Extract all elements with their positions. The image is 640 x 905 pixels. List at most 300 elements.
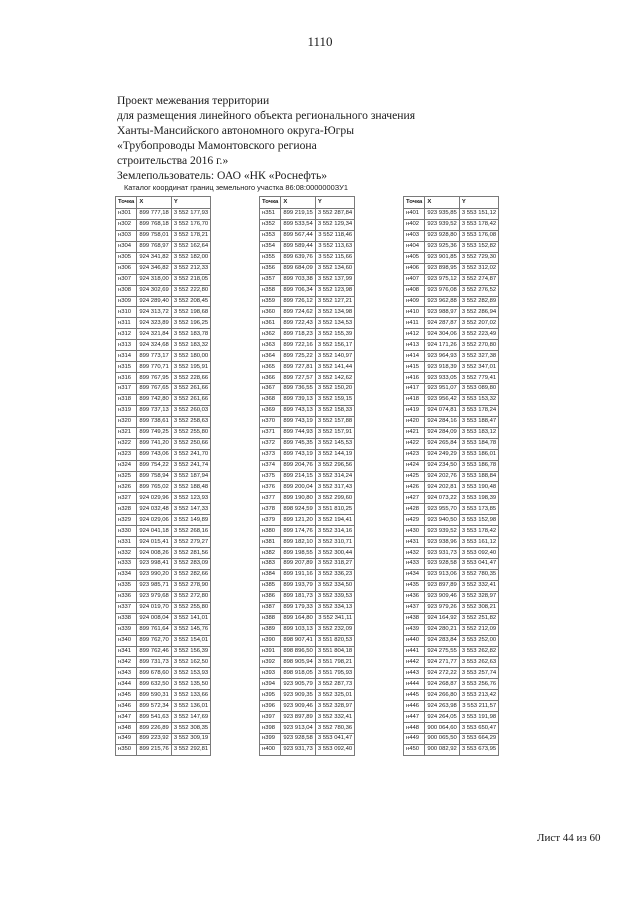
column-header-point: Точка [404, 197, 425, 209]
x-cell: 899 722,16 [281, 340, 315, 351]
page-number: 1110 [307, 34, 333, 49]
x-cell: 899 749,25 [137, 427, 171, 438]
y-cell: 3 552 261,66 [171, 394, 210, 405]
table-row [116, 318, 211, 329]
point-cell: н398 [260, 723, 281, 734]
point-cell: н379 [260, 515, 281, 526]
point-cell: н361 [260, 318, 281, 329]
table-row [404, 559, 499, 570]
table-row [116, 668, 211, 679]
table-row [404, 373, 499, 384]
point-cell: н445 [404, 690, 425, 701]
y-cell: 3 552 274,87 [459, 274, 498, 285]
y-cell: 3 552 194,41 [315, 515, 354, 526]
table-row [404, 219, 499, 230]
table-row [404, 504, 499, 515]
x-cell: 923 939,52 [425, 526, 459, 537]
table-row [404, 416, 499, 427]
y-cell: 3 552 282,66 [171, 569, 210, 580]
x-cell: 924 073,22 [425, 493, 459, 504]
y-cell: 3 552 218,05 [171, 274, 210, 285]
table-row [404, 307, 499, 318]
table-row [404, 460, 499, 471]
table-row [260, 591, 355, 602]
x-cell: 899 773,17 [137, 351, 171, 362]
point-cell: н388 [260, 613, 281, 624]
x-cell: 899 207,89 [281, 559, 315, 570]
x-cell: 924 324,68 [137, 340, 171, 351]
coordinate-table-2 [259, 196, 355, 756]
y-cell: 3 552 113,63 [315, 241, 354, 252]
point-cell: н415 [404, 362, 425, 373]
point-cell: н402 [404, 219, 425, 230]
point-cell: н383 [260, 559, 281, 570]
x-cell: 899 743,13 [281, 405, 315, 416]
point-cell: н307 [116, 274, 137, 285]
point-cell: н352 [260, 219, 281, 230]
point-cell: н314 [116, 351, 137, 362]
y-cell: 3 552 154,01 [171, 635, 210, 646]
x-cell: 899 762,70 [137, 635, 171, 646]
point-cell: н414 [404, 351, 425, 362]
x-cell: 900 064,60 [425, 723, 459, 734]
table-row [116, 329, 211, 340]
x-cell: 899 727,81 [281, 362, 315, 373]
x-cell: 924 074,81 [425, 405, 459, 416]
table-row [116, 274, 211, 285]
table-row [116, 340, 211, 351]
table-row [260, 548, 355, 559]
point-cell: н368 [260, 394, 281, 405]
y-cell: 3 552 183,78 [171, 329, 210, 340]
table-row [260, 646, 355, 657]
y-cell: 3 552 292,81 [171, 744, 210, 755]
table-row [260, 449, 355, 460]
table-row [404, 569, 499, 580]
table-row [260, 690, 355, 701]
table-row [260, 329, 355, 340]
y-cell: 3 552 196,25 [171, 318, 210, 329]
x-cell: 924 304,06 [425, 329, 459, 340]
y-cell: 3 553 152,82 [459, 241, 498, 252]
y-cell: 3 552 232,09 [315, 624, 354, 635]
heading-line: Ханты-Мансийского автономного округа-Югры [117, 124, 355, 137]
y-cell: 3 552 223,49 [459, 329, 498, 340]
table-row [260, 537, 355, 548]
y-cell: 3 552 222,80 [171, 285, 210, 296]
x-cell: 924 313,72 [137, 307, 171, 318]
point-cell: н319 [116, 405, 137, 416]
x-cell: 923 985,71 [137, 580, 171, 591]
table-row [404, 591, 499, 602]
point-cell: н386 [260, 591, 281, 602]
heading-line: «Трубопроводы Мамонтовского региона [117, 139, 317, 152]
table-row [260, 318, 355, 329]
table-row [404, 613, 499, 624]
point-cell: н438 [404, 613, 425, 624]
table-row [116, 438, 211, 449]
table-row [116, 373, 211, 384]
x-cell: 899 198,55 [281, 548, 315, 559]
x-cell: 924 271,77 [425, 657, 459, 668]
x-cell: 899 768,97 [137, 241, 171, 252]
y-cell: 3 552 118,46 [315, 230, 354, 241]
table-row [404, 734, 499, 745]
x-cell: 899 590,31 [137, 690, 171, 701]
x-cell: 923 938,96 [425, 537, 459, 548]
point-cell: н376 [260, 482, 281, 493]
point-cell: н396 [260, 701, 281, 712]
x-cell: 899 754,22 [137, 460, 171, 471]
table-row [404, 449, 499, 460]
table-row [116, 602, 211, 613]
point-cell: н302 [116, 219, 137, 230]
x-cell: 899 743,19 [281, 416, 315, 427]
y-cell: 3 552 270,80 [459, 340, 498, 351]
table-row [116, 526, 211, 537]
x-cell: 899 725,22 [281, 351, 315, 362]
table-row [116, 613, 211, 624]
y-cell: 3 552 195,91 [171, 362, 210, 373]
x-cell: 923 964,93 [425, 351, 459, 362]
y-cell: 3 552 115,66 [315, 252, 354, 263]
point-cell: н390 [260, 635, 281, 646]
point-cell: н428 [404, 504, 425, 515]
point-cell: н341 [116, 646, 137, 657]
table-row [404, 340, 499, 351]
table-row [260, 209, 355, 220]
point-cell: н339 [116, 624, 137, 635]
y-cell: 3 552 250,66 [171, 438, 210, 449]
y-cell: 3 553 211,57 [459, 701, 498, 712]
x-cell: 899 741,20 [137, 438, 171, 449]
point-cell: н321 [116, 427, 137, 438]
table-row [116, 591, 211, 602]
x-cell: 899 567,44 [281, 230, 315, 241]
y-cell: 3 553 257,74 [459, 668, 498, 679]
column-header-point: Точка [116, 197, 137, 209]
table-row [404, 482, 499, 493]
point-cell: н391 [260, 646, 281, 657]
column-header-y: Y [315, 197, 354, 209]
x-cell: 899 743,06 [137, 449, 171, 460]
x-cell: 899 718,23 [281, 329, 315, 340]
y-cell: 3 552 176,70 [171, 219, 210, 230]
table-row [404, 252, 499, 263]
x-cell: 899 164,80 [281, 613, 315, 624]
x-cell: 899 179,33 [281, 602, 315, 613]
x-cell: 924 284,16 [425, 416, 459, 427]
point-cell: н403 [404, 230, 425, 241]
x-cell: 898 896,50 [281, 646, 315, 657]
x-cell: 924 234,50 [425, 460, 459, 471]
x-cell: 899 742,80 [137, 394, 171, 405]
y-cell: 3 552 141,01 [171, 613, 210, 624]
point-cell: н393 [260, 668, 281, 679]
y-cell: 3 551 798,21 [315, 657, 354, 668]
point-cell: н450 [404, 744, 425, 755]
y-cell: 3 552 296,56 [315, 460, 354, 471]
point-cell: н440 [404, 635, 425, 646]
y-cell: 3 552 309,19 [171, 734, 210, 745]
table-row [260, 460, 355, 471]
table-row [260, 504, 355, 515]
table-row [116, 559, 211, 570]
x-cell: 924 008,26 [137, 548, 171, 559]
table-row [116, 405, 211, 416]
point-cell: н331 [116, 537, 137, 548]
y-cell: 3 552 134,60 [315, 263, 354, 274]
point-cell: н304 [116, 241, 137, 252]
table-row [404, 427, 499, 438]
x-cell: 924 341,82 [137, 252, 171, 263]
table-row [116, 569, 211, 580]
heading-line: Проект межевания территории [117, 94, 270, 107]
y-cell: 3 551 804,18 [315, 646, 354, 657]
point-cell: н357 [260, 274, 281, 285]
table-row [404, 318, 499, 329]
y-cell: 3 552 286,94 [459, 307, 498, 318]
column-header-x: X [281, 197, 315, 209]
table-row [404, 241, 499, 252]
table-row [260, 515, 355, 526]
y-cell: 3 553 041,47 [459, 559, 498, 570]
y-cell: 3 552 135,50 [171, 679, 210, 690]
sheet-number: Лист 44 из 60 [537, 832, 601, 844]
point-cell: н324 [116, 460, 137, 471]
point-cell: н443 [404, 668, 425, 679]
table-row [116, 209, 211, 220]
x-cell: 924 275,55 [425, 646, 459, 657]
point-cell: н397 [260, 712, 281, 723]
y-cell: 3 553 161,12 [459, 537, 498, 548]
table-row [404, 548, 499, 559]
x-cell: 899 743,19 [281, 449, 315, 460]
y-cell: 3 552 780,35 [459, 569, 498, 580]
table-row [260, 569, 355, 580]
table-row [116, 493, 211, 504]
point-cell: н399 [260, 734, 281, 745]
point-cell: н441 [404, 646, 425, 657]
y-cell: 3 552 134,53 [315, 318, 354, 329]
point-cell: н335 [116, 580, 137, 591]
point-cell: н330 [116, 526, 137, 537]
point-cell: н359 [260, 296, 281, 307]
point-cell: н311 [116, 318, 137, 329]
point-cell: н371 [260, 427, 281, 438]
y-cell: 3 552 241,74 [171, 460, 210, 471]
column-header-x: X [137, 197, 171, 209]
x-cell: 924 264,05 [425, 712, 459, 723]
point-cell: н336 [116, 591, 137, 602]
table-row [260, 471, 355, 482]
point-cell: н350 [116, 744, 137, 755]
point-cell: н424 [404, 460, 425, 471]
coordinate-table-1 [115, 196, 211, 756]
x-cell: 924 029,96 [137, 493, 171, 504]
table-row [116, 657, 211, 668]
y-cell: 3 552 162,64 [171, 241, 210, 252]
point-cell: н355 [260, 252, 281, 263]
x-cell: 900 082,92 [425, 744, 459, 755]
y-cell: 3 552 212,33 [171, 263, 210, 274]
y-cell: 3 552 317,43 [315, 482, 354, 493]
x-cell: 924 323,89 [137, 318, 171, 329]
y-cell: 3 552 155,39 [315, 329, 354, 340]
y-cell: 3 552 729,30 [459, 252, 498, 263]
y-cell: 3 552 332,41 [459, 580, 498, 591]
point-cell: н407 [404, 274, 425, 285]
x-cell: 923 928,58 [425, 559, 459, 570]
y-cell: 3 552 198,68 [171, 307, 210, 318]
point-cell: н448 [404, 723, 425, 734]
x-cell: 899 639,76 [281, 252, 315, 263]
y-cell: 3 552 207,02 [459, 318, 498, 329]
y-cell: 3 552 310,71 [315, 537, 354, 548]
project-heading [117, 93, 547, 183]
y-cell: 3 552 157,88 [315, 416, 354, 427]
table-row [404, 723, 499, 734]
point-cell: н328 [116, 504, 137, 515]
y-cell: 3 553 152,98 [459, 515, 498, 526]
x-cell: 923 979,68 [137, 591, 171, 602]
point-cell: н405 [404, 252, 425, 263]
y-cell: 3 553 173,85 [459, 504, 498, 515]
y-cell: 3 552 300,44 [315, 548, 354, 559]
y-cell: 3 552 187,94 [171, 471, 210, 482]
y-cell: 3 552 178,21 [171, 230, 210, 241]
table-row [260, 394, 355, 405]
x-cell: 899 121,20 [281, 515, 315, 526]
table-row [404, 351, 499, 362]
y-cell: 3 552 287,73 [315, 679, 354, 690]
table-row [116, 744, 211, 755]
y-cell: 3 552 156,17 [315, 340, 354, 351]
y-cell: 3 553 041,47 [315, 734, 354, 745]
point-cell: н358 [260, 285, 281, 296]
point-cell: н306 [116, 263, 137, 274]
y-cell: 3 552 158,33 [315, 405, 354, 416]
y-cell: 3 551 820,53 [315, 635, 354, 646]
x-cell: 923 918,39 [425, 362, 459, 373]
table-row [404, 274, 499, 285]
point-cell: н392 [260, 657, 281, 668]
x-cell: 899 722,43 [281, 318, 315, 329]
x-cell: 899 226,89 [137, 723, 171, 734]
x-cell: 899 200,04 [281, 482, 315, 493]
x-cell: 923 898,95 [425, 263, 459, 274]
x-cell: 924 202,76 [425, 471, 459, 482]
x-cell: 923 951,07 [425, 384, 459, 395]
y-cell: 3 552 268,16 [171, 526, 210, 537]
x-cell: 923 935,85 [425, 209, 459, 220]
point-cell: н326 [116, 482, 137, 493]
y-cell: 3 553 178,42 [459, 526, 498, 537]
y-cell: 3 553 188,47 [459, 416, 498, 427]
table-row [116, 307, 211, 318]
y-cell: 3 552 156,39 [171, 646, 210, 657]
table-row [404, 493, 499, 504]
x-cell: 923 962,88 [425, 296, 459, 307]
table-row [260, 405, 355, 416]
table-row [116, 394, 211, 405]
x-cell: 923 909,35 [281, 690, 315, 701]
y-cell: 3 552 157,91 [315, 427, 354, 438]
x-cell: 899 214,15 [281, 471, 315, 482]
y-cell: 3 552 129,34 [315, 219, 354, 230]
x-cell: 924 015,41 [137, 537, 171, 548]
table-row [116, 384, 211, 395]
y-cell: 3 552 314,16 [315, 526, 354, 537]
point-cell: н417 [404, 384, 425, 395]
table-row [116, 285, 211, 296]
y-cell: 3 552 212,09 [459, 624, 498, 635]
point-cell: н320 [116, 416, 137, 427]
table-row [116, 690, 211, 701]
y-cell: 3 552 278,90 [171, 580, 210, 591]
x-cell: 924 032,48 [137, 504, 171, 515]
table-row [116, 712, 211, 723]
table-row [116, 504, 211, 515]
table-row [404, 602, 499, 613]
y-cell: 3 552 312,02 [459, 263, 498, 274]
table-row [260, 252, 355, 263]
y-cell: 3 552 328,97 [459, 591, 498, 602]
table-row [116, 734, 211, 745]
table-row [404, 362, 499, 373]
table-row [404, 580, 499, 591]
x-cell: 923 940,50 [425, 515, 459, 526]
x-cell: 924 346,82 [137, 263, 171, 274]
x-cell: 923 909,46 [425, 591, 459, 602]
y-cell: 3 552 328,97 [315, 701, 354, 712]
table-row [260, 340, 355, 351]
table-row [260, 351, 355, 362]
x-cell: 900 065,50 [425, 734, 459, 745]
y-cell: 3 552 137,99 [315, 274, 354, 285]
table-row [404, 537, 499, 548]
y-cell: 3 552 127,21 [315, 296, 354, 307]
x-cell: 899 684,09 [281, 263, 315, 274]
table-row [116, 219, 211, 230]
x-cell: 899 767,95 [137, 373, 171, 384]
y-cell: 3 552 260,03 [171, 405, 210, 416]
table-row [404, 438, 499, 449]
point-cell: н345 [116, 690, 137, 701]
table-row [116, 362, 211, 373]
y-cell: 3 552 159,15 [315, 394, 354, 405]
y-cell: 3 552 150,20 [315, 384, 354, 395]
x-cell: 899 726,12 [281, 296, 315, 307]
table-row [116, 460, 211, 471]
point-cell: н333 [116, 559, 137, 570]
table-row [404, 263, 499, 274]
y-cell: 3 552 339,53 [315, 591, 354, 602]
table-row [116, 416, 211, 427]
x-cell: 899 706,34 [281, 285, 315, 296]
x-cell: 899 731,73 [137, 657, 171, 668]
point-cell: н315 [116, 362, 137, 373]
point-cell: н394 [260, 679, 281, 690]
y-cell: 3 553 256,76 [459, 679, 498, 690]
column-header-y: Y [459, 197, 498, 209]
table-row [116, 427, 211, 438]
x-cell: 923 931,73 [425, 548, 459, 559]
point-cell: н374 [260, 460, 281, 471]
x-cell: 924 302,69 [137, 285, 171, 296]
table-row [404, 230, 499, 241]
point-cell: н364 [260, 351, 281, 362]
